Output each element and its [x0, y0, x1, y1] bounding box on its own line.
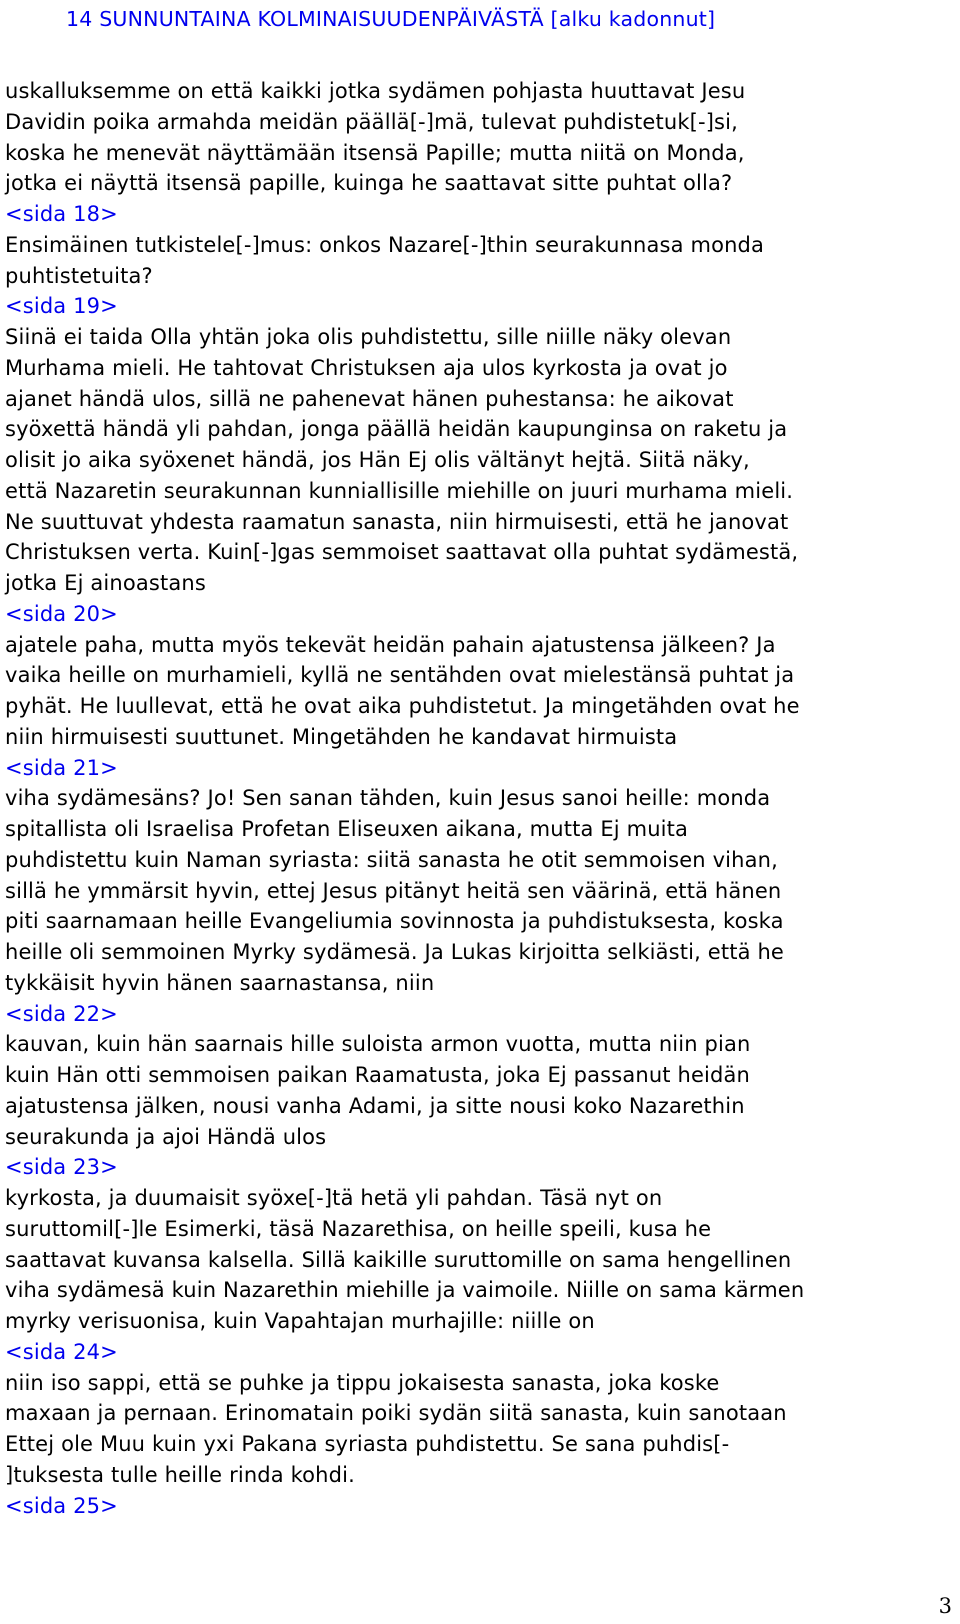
text-line: puhdistettu kuin Naman syriasta: siitä sanasta he otit semmoisen vihan, [5, 847, 778, 872]
text-line: kuin Hän otti semmoisen paikan Raamatusta, joka Ej passanut heidän [5, 1063, 750, 1087]
text-line: ]tuksesta tulle heille rinda kohdi. [5, 1462, 355, 1487]
page-marker: <sida 21> [5, 755, 118, 780]
text-line: olisit jo aika syöxenet händä, jos Hän Ej olis vältänyt hejtä. Siitä näky, [5, 448, 750, 472]
text-line: kyrkosta, ja duumaisit syöxe[-]tä hetä yli pahdan. Täsä nyt on [5, 1186, 663, 1210]
text-line: myrky verisuonisa, kuin Vapahtajan murhajille: niille on [5, 1309, 595, 1333]
text-line: ajatele paha, mutta myös tekevät heidän pahain ajatustensa jälkeen? Ja [5, 632, 776, 657]
text-line: pyhät. He luullevat, että he ovat aika puhdistetut. Ja mingetähden ovat he [5, 694, 800, 718]
text-line: suruttomil[-]le Esimerki, täsä Nazarethisa, on heille speili, kusa he [5, 1216, 712, 1241]
text-line: ajatustensa jälken, nousi vanha Adami, ja sitte nousi koko Nazarethin [5, 1093, 745, 1118]
text-line: vaika heille on murhamieli, kyllä ne sentähden ovat mielestänsä puhtat ja [5, 663, 795, 688]
text-line: Ensimäinen tutkistele[-]mus: onkos Nazare[-]thin seurakunnasa monda [5, 232, 765, 257]
page-marker: <sida 23> [5, 1155, 118, 1180]
text-line: ajanet händä ulos, sillä ne pahenevat hänen puhestansa: he aikovat [5, 386, 734, 411]
text-line: puhtistetuita? [5, 263, 153, 288]
text-line: piti saarnamaan heille Evangeliumia sovinnosta ja puhdistuksesta, koska [5, 909, 784, 934]
text-line: koska he menevät näyttämään itsensä Papille; mutta niitä on Monda, [5, 140, 745, 165]
page-marker: <sida 25> [5, 1493, 118, 1518]
page-marker: <sida 20> [5, 601, 118, 626]
page-marker: <sida 22> [5, 1001, 118, 1026]
text-line: jotka Ej ainoastans [5, 571, 206, 595]
text-line: uskalluksemme on että kaikki jotka sydämen pohjasta huuttavat Jesu [5, 79, 746, 103]
text-line: tykkäisit hyvin hänen saarnastansa, niin [5, 970, 435, 995]
text-line: Siinä ei taida Olla yhtän joka olis puhdistettu, sille niille näky olevan [5, 325, 732, 349]
text-line: että Nazaretin seurakunnan kunniallisille miehille on juuri murhama mieli. [5, 478, 794, 503]
text-line: niin iso sappi, että se puhke ja tippu jokaisesta sanasta, joka koske [5, 1370, 720, 1395]
text-line: syöxettä händä yli pahdan, jonga päällä heidän kaupunginsa on raketu ja [5, 417, 788, 442]
chapter-heading: 14 SUNNUNTAINA KOLMINAISUUDENPÄIVÄSTÄ [alku kadonnut] [66, 7, 716, 31]
page-marker: <sida 24> [5, 1339, 118, 1364]
text-line: heille oli semmoinen Myrky sydämesä. Ja Lukas kirjoitta selkiästi, että he [5, 940, 784, 964]
page-number: 3 [938, 1594, 952, 1618]
text-line: spitallista oli Israelisa Profetan Eliseuxen aikana, mutta Ej muita [5, 817, 689, 841]
text-line: viha sydämesä kuin Nazarethin miehille ja vaimoile. Niille on sama kärmen [5, 1278, 805, 1303]
text-line: kauvan, kuin hän saarnais hille suloista armon vuotta, mutta niin pian [5, 1032, 751, 1057]
text-line: Davidin poika armahda meidän päällä[-]mä, tulevat puhdistetuk[-]si, [5, 109, 738, 134]
text-line: Murhama mieli. He tahtovat Christuksen aja ulos kyrkosta ja ovat jo [5, 355, 728, 380]
page-marker: <sida 19> [5, 294, 118, 319]
text-line: maxaan ja pernaan. Erinomatain poiki sydän siitä sanasta, kuin sanotaan [5, 1401, 787, 1426]
text-line: sillä he ymmärsit hyvin, ettej Jesus pitänyt heitä sen väärinä, että hänen [5, 878, 782, 903]
text-line: Ne suuttuvat yhdesta raamatun sanasta, niin hirmuisesti, että he janovat [5, 509, 789, 534]
page-marker: <sida 18> [5, 202, 118, 226]
text-line: seurakunda ja ajoi Händä ulos [5, 1124, 327, 1149]
text-line: saattavat kuvansa kalsella. Sillä kaikille suruttomille on sama hengellinen [5, 1247, 792, 1272]
text-line: viha sydämesäns? Jo! Sen sanan tähden, kuin Jesus sanoi heille: monda [5, 786, 771, 811]
text-line: jotka ei näyttä itsensä papille, kuinga he saattavat sitte puhtat olla? [5, 171, 733, 196]
text-line: niin hirmuisesti suuttunet. Mingetähden he kandavat hirmuista [5, 724, 678, 749]
text-line: Christuksen verta. Kuin[-]gas semmoiset saattavat olla puhtat sydämestä, [5, 540, 799, 565]
document-body [5, 76, 960, 1521]
text-line: Ettej ole Muu kuin yxi Pakana syriasta puhdistettu. Se sana puhdis[- [5, 1432, 730, 1456]
